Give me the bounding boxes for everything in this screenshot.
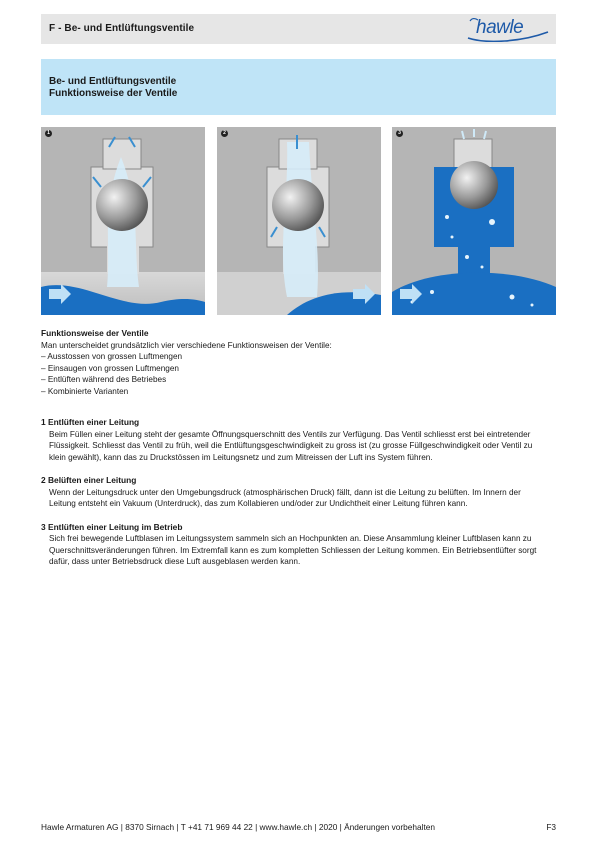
- page-footer: [41, 822, 556, 832]
- figure-aerating: [217, 127, 381, 315]
- hawle-logo: [466, 16, 550, 42]
- section-line: Wenn der Leitungsdruck unter den Umgebungsdruck (atmosphärischen Druck) fällt, dann ist die Leitung zu belüften. Im Innern der: [49, 487, 521, 497]
- figure-number: 1: [45, 130, 52, 137]
- section-line: Querschnittsveränderungen führen. Im Extremfall kann es zum kompletten Schliessen der Leitung kommen. Ein Betriebsentlüfter sorgt: [49, 545, 537, 555]
- figure-number: 3: [396, 130, 403, 137]
- body-text: [41, 328, 556, 568]
- valve-venting-illustration: [41, 127, 205, 315]
- section-line: Sich frei bewegende Luftblasen im Leitungssystem sammeln sich an Hochpunkten an. Diese Ansammlung kleiner Luftblasen kann zu: [49, 534, 532, 543]
- section-3: [41, 522, 556, 568]
- section-line: klein gewählt), kann das zu Druckstössen im Leitungsnetz und zum Mitreissen der Luft ins System führen.: [49, 452, 433, 462]
- figure-venting: [41, 127, 205, 315]
- section-line: Beim Füllen einer Leitung steht der gesamte Öffnungsquerschnitt des Ventils zur Verfügung. Das Ventil schliesst erst bei eintretender: [49, 429, 531, 439]
- intro-item: – Kombinierte Varianten: [41, 386, 129, 396]
- intro-item: – Entlüften während des Betriebes: [41, 375, 167, 384]
- section-banner: [41, 59, 556, 115]
- logo-word: hawle: [476, 17, 524, 38]
- intro-item: – Einsaugen von grossen Luftmengen: [41, 363, 179, 373]
- footer-text: Hawle Armaturen AG | 8370 Sirnach | T +41 71 969 44 22 | www.hawle.ch | 2020 | Änderungen vorbehalten: [41, 822, 435, 832]
- valve-aerating-illustration: [217, 127, 381, 315]
- section-line: Flüssigkeit. Schliesst das Ventil zu früh, weil die Entlüftungsgeschwindigkeit zu gross ist (zu grosse Füllgeschwindigkeit oder Ventil zu: [49, 441, 533, 450]
- section-heading: 3 Entlüften einer Leitung im Betrieb: [41, 521, 183, 532]
- section-line: Leitung entsteht ein Vakuum (Unterdruck), das zum Kollabieren und/oder zur Undichtheit einer Leitung führen kann.: [49, 499, 468, 508]
- section-2: [41, 475, 556, 510]
- banner-title: Be- und Entlüftungsventile: [49, 76, 177, 87]
- intro-lead: Man unterscheidet grundsätzlich vier verschiedene Funktionsweisen der Ventile:: [41, 340, 332, 350]
- section-heading: 2 Belüften einer Leitung: [41, 475, 137, 485]
- banner-subtitle: Funktionsweise der Ventile: [49, 88, 178, 99]
- figure-number: 2: [221, 130, 228, 137]
- valve-operating-illustration: [392, 127, 556, 315]
- page-number: F3: [546, 822, 556, 832]
- figure-operating-vent: [392, 127, 556, 315]
- section-line: dafür, dass unter Betriebsdruck diese Luft ausgeblasen werden kann.: [49, 557, 301, 566]
- section-1: [41, 417, 556, 463]
- section-heading: 1 Entlüften einer Leitung: [41, 417, 140, 427]
- page-header: [41, 14, 556, 44]
- header-title: F - Be- und Entlüftungsventile: [49, 23, 195, 34]
- intro-heading: Funktionsweise der Ventile: [41, 328, 149, 338]
- intro-item: – Ausstossen von grossen Luftmengen: [41, 352, 183, 361]
